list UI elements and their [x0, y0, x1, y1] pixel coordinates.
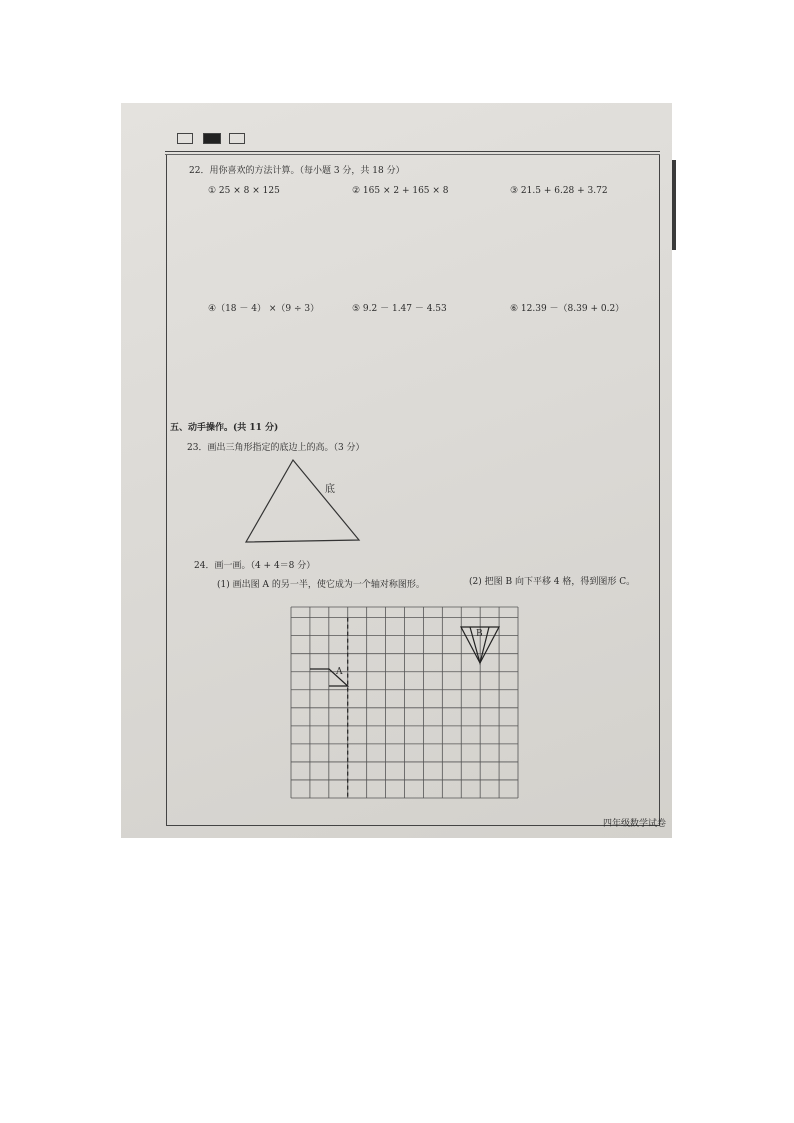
q22-title: 22．用你喜欢的方法计算。（每小题 3 分，共 18 分） — [189, 166, 405, 176]
q22-item: ⑥ 12.39 －（8.39 + 0.2） — [510, 304, 625, 314]
q22-item: ① 25 × 8 × 125 — [208, 186, 280, 196]
footer-text: 四年级数学试卷 — [603, 819, 667, 829]
q24-part2: (2) 把图 B 向下平移 4 格，得到图形 C。 — [469, 577, 636, 587]
drawing-grid — [291, 607, 518, 798]
figure-b-label: B — [476, 629, 483, 639]
q22-item: ⑤ 9.2 － 1.47 － 4.53 — [352, 304, 447, 314]
q24-title: 24．画一画。（4 + 4＝8 分） — [194, 561, 316, 571]
q22-item: ④（18 － 4） ×（9 ÷ 3） — [208, 304, 320, 314]
triangle-base-label: 底 — [325, 484, 335, 495]
exam-page-photo — [121, 103, 672, 838]
figure-a-label: A — [336, 667, 343, 677]
photo-edge-shadow — [672, 160, 676, 250]
q23-title: 23．画出三角形指定的底边上的高。（3 分） — [187, 443, 365, 453]
q22-item: ② 165 × 2 + 165 × 8 — [352, 186, 449, 196]
q24-part1: (1) 画出图 A 的另一半，使它成为一个轴对称图形。 — [217, 580, 425, 590]
q22-item: ③ 21.5 + 6.28 + 3.72 — [510, 186, 608, 196]
section5-title: 五、动手操作。(共 11 分) — [170, 423, 279, 433]
